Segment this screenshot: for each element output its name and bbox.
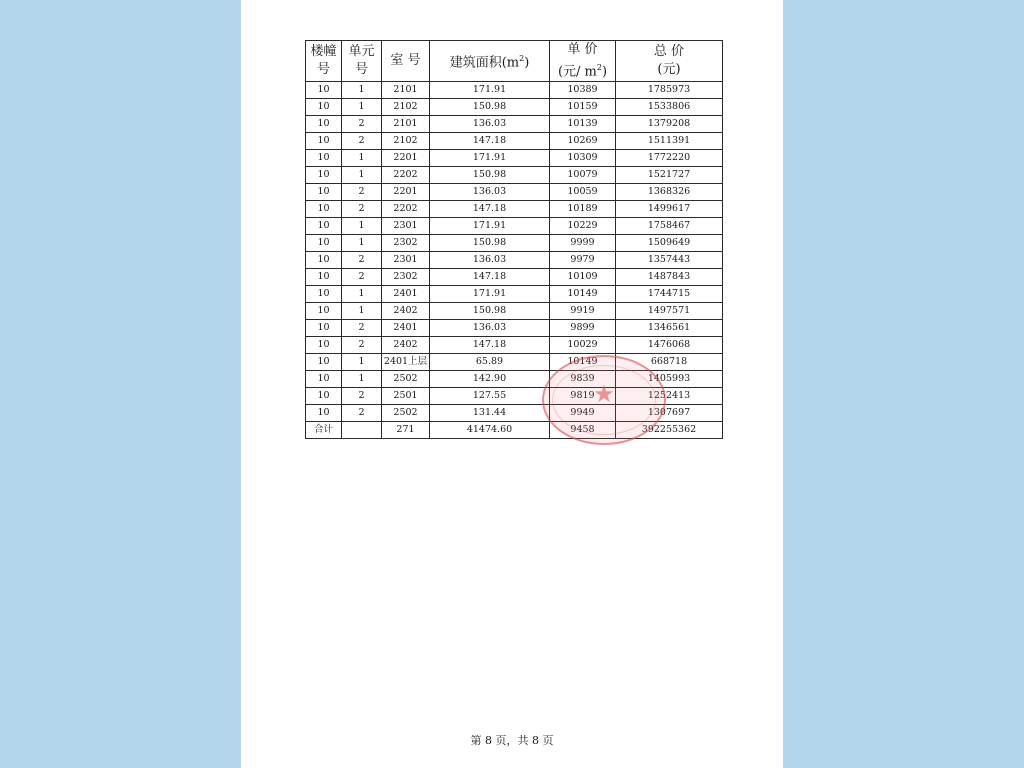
cell-unit-price: 10269 bbox=[550, 133, 616, 150]
cell-area: 147.18 bbox=[430, 201, 550, 218]
cell-unit-price: 10029 bbox=[550, 337, 616, 354]
cell-building: 10 bbox=[306, 286, 342, 303]
cell-room: 2302 bbox=[382, 235, 430, 252]
cell-unit-price: 9839 bbox=[550, 371, 616, 388]
cell-building: 10 bbox=[306, 337, 342, 354]
cell-unit: 1 bbox=[342, 371, 382, 388]
cell-unit: 1 bbox=[342, 286, 382, 303]
cell-building: 10 bbox=[306, 201, 342, 218]
cell-total-price: 1772220 bbox=[616, 150, 723, 167]
cell-room: 2301 bbox=[382, 218, 430, 235]
cell-unit: 2 bbox=[342, 252, 382, 269]
cell-room: 2401上层 bbox=[382, 354, 430, 371]
cell-total-price: 1497571 bbox=[616, 303, 723, 320]
cell-total-price: 1499617 bbox=[616, 201, 723, 218]
table-row bbox=[306, 150, 723, 167]
table-row bbox=[306, 269, 723, 286]
header-total-price: 总 价 (元) bbox=[616, 41, 723, 82]
cell-total-price: 392255362 bbox=[616, 422, 723, 439]
table-row bbox=[306, 405, 723, 422]
table-row bbox=[306, 371, 723, 388]
cell-building: 10 bbox=[306, 405, 342, 422]
cell-total-price: 1405993 bbox=[616, 371, 723, 388]
cell-unit-price: 10059 bbox=[550, 184, 616, 201]
cell-room: 2102 bbox=[382, 99, 430, 116]
cell-unit-price: 10149 bbox=[550, 354, 616, 371]
table-row bbox=[306, 235, 723, 252]
table-row bbox=[306, 252, 723, 269]
star-icon: ★ bbox=[593, 380, 615, 408]
cell-area: 41474.60 bbox=[430, 422, 550, 439]
total-label: 合计 bbox=[306, 422, 342, 439]
table-row bbox=[306, 303, 723, 320]
table-row bbox=[306, 388, 723, 405]
header-row bbox=[306, 41, 723, 82]
cell-total-price: 1307697 bbox=[616, 405, 723, 422]
cell-unit-price: 10079 bbox=[550, 167, 616, 184]
cell-unit: 2 bbox=[342, 337, 382, 354]
cell-area: 147.18 bbox=[430, 269, 550, 286]
cell-area: 142.90 bbox=[430, 371, 550, 388]
cell-area: 136.03 bbox=[430, 252, 550, 269]
cell-area: 171.91 bbox=[430, 82, 550, 99]
cell-unit: 1 bbox=[342, 235, 382, 252]
cell-unit-price: 10389 bbox=[550, 82, 616, 99]
cell-area: 136.03 bbox=[430, 184, 550, 201]
cell-area: 127.55 bbox=[430, 388, 550, 405]
cell-unit-price: 10159 bbox=[550, 99, 616, 116]
cell-building: 10 bbox=[306, 167, 342, 184]
cell-unit-price: 10229 bbox=[550, 218, 616, 235]
cell-building: 10 bbox=[306, 269, 342, 286]
cell-total-price: 1252413 bbox=[616, 388, 723, 405]
cell-total-price: 1509649 bbox=[616, 235, 723, 252]
cell-total-price: 668718 bbox=[616, 354, 723, 371]
cell-room: 2302 bbox=[382, 269, 430, 286]
cell-area: 147.18 bbox=[430, 133, 550, 150]
cell-room: 2502 bbox=[382, 371, 430, 388]
cell-total-price: 1346561 bbox=[616, 320, 723, 337]
cell-area: 150.98 bbox=[430, 303, 550, 320]
table-row bbox=[306, 184, 723, 201]
header-building: 楼幢 号 bbox=[306, 41, 342, 82]
cell-building: 10 bbox=[306, 252, 342, 269]
cell-unit: 1 bbox=[342, 150, 382, 167]
document-page bbox=[241, 0, 783, 768]
cell-unit: 2 bbox=[342, 184, 382, 201]
cell-building: 10 bbox=[306, 303, 342, 320]
table-row bbox=[306, 99, 723, 116]
cell-area: 150.98 bbox=[430, 99, 550, 116]
cell-unit: 1 bbox=[342, 218, 382, 235]
cell-room: 2401 bbox=[382, 320, 430, 337]
cell-building: 10 bbox=[306, 388, 342, 405]
cell-unit: 1 bbox=[342, 354, 382, 371]
header-unit-price: 单 价 (元/ $m^2$) bbox=[550, 41, 616, 82]
cell-unit-price: 10149 bbox=[550, 286, 616, 303]
cell-unit-price: 9949 bbox=[550, 405, 616, 422]
cell-unit: 2 bbox=[342, 133, 382, 150]
cell-unit-price: 9919 bbox=[550, 303, 616, 320]
cell-room: 2501 bbox=[382, 388, 430, 405]
cell-room: 271 bbox=[382, 422, 430, 439]
cell-total-price: 1785973 bbox=[616, 82, 723, 99]
cell-unit-price: 9819 bbox=[550, 388, 616, 405]
cell-total-price: 1357443 bbox=[616, 252, 723, 269]
header-area: 建筑面积$(m^2)$ bbox=[430, 41, 550, 82]
cell-area: 171.91 bbox=[430, 150, 550, 167]
cell-unit: 2 bbox=[342, 320, 382, 337]
cell-unit-price: 9899 bbox=[550, 320, 616, 337]
cell-building: 10 bbox=[306, 235, 342, 252]
cell-unit: 2 bbox=[342, 269, 382, 286]
cell-unit-price: 10109 bbox=[550, 269, 616, 286]
table-row bbox=[306, 167, 723, 184]
cell-building: 10 bbox=[306, 371, 342, 388]
cell-total-price: 1487843 bbox=[616, 269, 723, 286]
header-room: 室 号 bbox=[382, 41, 430, 82]
table-row bbox=[306, 337, 723, 354]
cell-room: 2102 bbox=[382, 133, 430, 150]
cell-unit-price: 9458 bbox=[550, 422, 616, 439]
cell-area: 171.91 bbox=[430, 218, 550, 235]
cell-room: 2401 bbox=[382, 286, 430, 303]
cell-room: 2202 bbox=[382, 201, 430, 218]
cell-unit-price: 10189 bbox=[550, 201, 616, 218]
cell-room: 2502 bbox=[382, 405, 430, 422]
cell-unit-price: 10139 bbox=[550, 116, 616, 133]
cell-unit-price: 9999 bbox=[550, 235, 616, 252]
cell-unit: 2 bbox=[342, 201, 382, 218]
cell-room: 2301 bbox=[382, 252, 430, 269]
cell-unit: 2 bbox=[342, 116, 382, 133]
cell-area: 150.98 bbox=[430, 167, 550, 184]
cell-unit: 1 bbox=[342, 82, 382, 99]
cell-unit-price: 10309 bbox=[550, 150, 616, 167]
table-row bbox=[306, 320, 723, 337]
cell-total-price: 1379208 bbox=[616, 116, 723, 133]
table-row bbox=[306, 201, 723, 218]
cell-building: 10 bbox=[306, 320, 342, 337]
cell-total-price: 1744715 bbox=[616, 286, 723, 303]
page-footer: 第 8 页，共 8 页 bbox=[470, 734, 554, 747]
cell-unit: 1 bbox=[342, 303, 382, 320]
cell-unit: 1 bbox=[342, 99, 382, 116]
cell-room: 2201 bbox=[382, 184, 430, 201]
cell-building: 10 bbox=[306, 150, 342, 167]
cell-area: 147.18 bbox=[430, 337, 550, 354]
header-unit: 单元 号 bbox=[342, 41, 382, 82]
cell-unit-price: 9979 bbox=[550, 252, 616, 269]
table-row bbox=[306, 82, 723, 99]
cell-room: 2202 bbox=[382, 167, 430, 184]
cell-unit: 2 bbox=[342, 388, 382, 405]
table-row bbox=[306, 354, 723, 371]
cell-building: 10 bbox=[306, 99, 342, 116]
table-row bbox=[306, 133, 723, 150]
table-body bbox=[306, 82, 723, 439]
cell-unit bbox=[342, 422, 382, 439]
table-row bbox=[306, 116, 723, 133]
cell-total-price: 1476068 bbox=[616, 337, 723, 354]
cell-area: 136.03 bbox=[430, 116, 550, 133]
cell-area: 131.44 bbox=[430, 405, 550, 422]
cell-building: 10 bbox=[306, 82, 342, 99]
cell-total-price: 1511391 bbox=[616, 133, 723, 150]
cell-building: 10 bbox=[306, 218, 342, 235]
cell-unit: 1 bbox=[342, 167, 382, 184]
table-row bbox=[306, 286, 723, 303]
cell-building: 10 bbox=[306, 116, 342, 133]
cell-building: 10 bbox=[306, 354, 342, 371]
cell-total-price: 1521727 bbox=[616, 167, 723, 184]
cell-area: 65.89 bbox=[430, 354, 550, 371]
cell-area: 171.91 bbox=[430, 286, 550, 303]
table-row bbox=[306, 218, 723, 235]
cell-room: 2201 bbox=[382, 150, 430, 167]
cell-area: 136.03 bbox=[430, 320, 550, 337]
cell-unit: 2 bbox=[342, 405, 382, 422]
cell-room: 2101 bbox=[382, 82, 430, 99]
cell-room: 2402 bbox=[382, 303, 430, 320]
cell-area: 150.98 bbox=[430, 235, 550, 252]
cell-room: 2101 bbox=[382, 116, 430, 133]
total-row bbox=[306, 422, 723, 439]
cell-building: 10 bbox=[306, 133, 342, 150]
price-table bbox=[305, 40, 723, 439]
cell-total-price: 1758467 bbox=[616, 218, 723, 235]
cell-total-price: 1368326 bbox=[616, 184, 723, 201]
cell-room: 2402 bbox=[382, 337, 430, 354]
cell-building: 10 bbox=[306, 184, 342, 201]
cell-total-price: 1533806 bbox=[616, 99, 723, 116]
